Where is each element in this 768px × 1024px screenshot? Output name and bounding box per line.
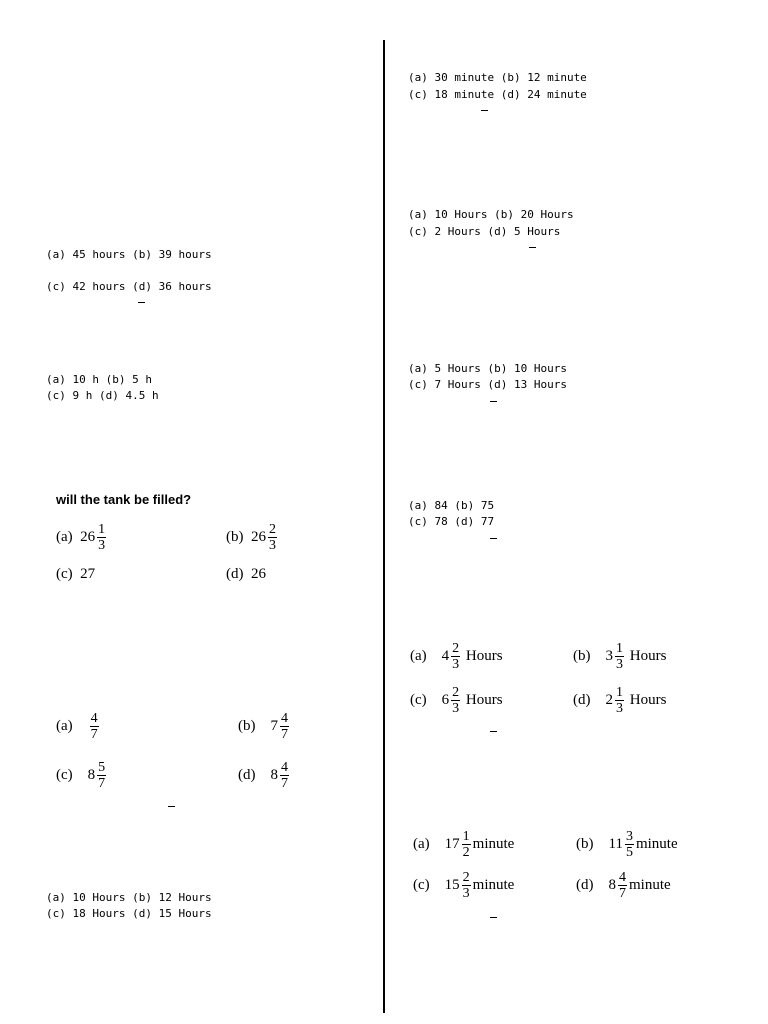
left-q2-option-line-2: (c) 9 h (d) 4.5 h (46, 389, 159, 402)
right-q2-option-line-2: (c) 2 Hours (d) 5 Hours (408, 225, 561, 238)
left-q5-option-line-1: (a) 10 Hours (b) 12 Hours (46, 891, 212, 904)
left-q4-option-c: (c) 8 $\frac{5}{7}$ (56, 760, 106, 791)
answer-blank (490, 917, 497, 918)
right-q5-option-d: (d) 2 $\frac{1}{3}$ Hours (573, 685, 667, 716)
answer-blank (168, 806, 175, 807)
cut-off-question-text: will the tank be filled? (56, 492, 192, 507)
right-q3-option-line-2: (c) 7 Hours (d) 13 Hours (408, 378, 567, 391)
right-q6-option-d: (d) 8 $\frac{4}{7}$ minute (576, 870, 671, 901)
left-q4-option-a: (a) $\frac{4}{7}$ (56, 711, 98, 742)
left-q4-option-d: (d) 8 $\frac{4}{7}$ (238, 760, 288, 791)
left-q3-option-c: (c) 27 (56, 566, 96, 582)
left-q3-option-a: (a) 26 $\frac{1}{3}$ (56, 522, 106, 553)
right-q5-option-c: (c) 6 $\frac{2}{3}$ Hours (410, 685, 503, 716)
right-q6-option-a: (a) 17 $\frac{1}{2}$ minute (413, 829, 515, 860)
right-q1-option-line-2: (c) 18 minute (d) 24 minute (408, 88, 587, 101)
right-q6-option-b: (b) 11 $\frac{3}{5}$ minute (576, 829, 678, 860)
left-q1-option-line-1: (a) 45 hours (b) 39 hours (46, 248, 212, 261)
answer-blank (490, 401, 497, 402)
answer-blank (481, 110, 488, 111)
left-q3-option-b: (b) 26 $\frac{2}{3}$ (226, 522, 276, 553)
right-q1-option-line-1: (a) 30 minute (b) 12 minute (408, 71, 587, 84)
right-q3-option-line-1: (a) 5 Hours (b) 10 Hours (408, 362, 567, 375)
right-q4-option-line-1: (a) 84 (b) 75 (408, 499, 495, 512)
answer-blank (490, 538, 497, 539)
left-q1-option-line-2: (c) 42 hours (d) 36 hours (46, 280, 212, 293)
left-q2-option-line-1: (a) 10 h (b) 5 h (46, 373, 152, 386)
right-q5-option-a: (a) 4 $\frac{2}{3}$ Hours (410, 641, 503, 672)
answer-blank (529, 247, 536, 248)
left-q4-option-b: (b) 7 $\frac{4}{7}$ (238, 711, 288, 742)
right-q4-option-line-2: (c) 78 (d) 77 (408, 515, 495, 528)
answer-blank (490, 731, 497, 732)
right-q5-option-b: (b) 3 $\frac{1}{3}$ Hours (573, 641, 667, 672)
left-q3-option-d: (d) 26 (226, 566, 266, 582)
right-q2-option-line-1: (a) 10 Hours (b) 20 Hours (408, 208, 574, 221)
right-q6-option-c: (c) 15 $\frac{2}{3}$ minute (413, 870, 515, 901)
answer-blank (138, 302, 145, 303)
column-divider (383, 40, 385, 1013)
left-q5-option-line-2: (c) 18 Hours (d) 15 Hours (46, 907, 212, 920)
